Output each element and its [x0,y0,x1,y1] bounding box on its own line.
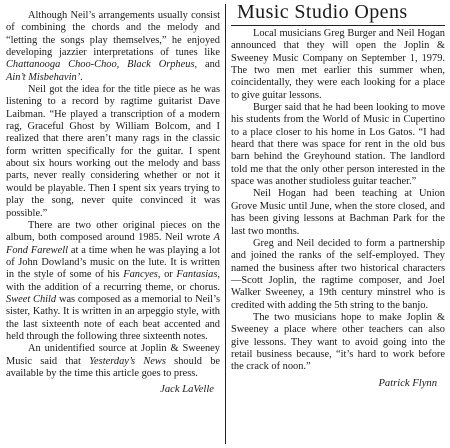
text-run: An unidentified source at Joplin & Sweeney Music said that [6,343,220,367]
right-article [231,0,445,390]
right-paragraph-1: Local musicians Greg Burger and Neil Hogan announced that they will open the Joplin & Sweeney Music Company on September 1, 1979. The two men met earlier this summer when, coincidentally, they were each looking for a place to give guitar lessons. [231,28,445,101]
song-title: A Fond Farewell [6,232,220,256]
column-divider [225,4,226,444]
text-run: . [80,71,83,83]
text-run: , with the addition of a recurring theme, or chorus. [6,269,220,293]
right-paragraph-4: Greg and Neil decided to form a partnership and joined the ranks of the self-employed. They named the business after two historical characters—Scott Joplin, the ragtime composer, and Joel Walker Sweeney, a 19th century minstrel who is credited with adding the 5th string to the banjo. [231,237,445,311]
song-title: Fancyes [123,269,158,281]
text-run: There are two other original pieces on the album, both composed around 1985. Neil wrote [6,219,220,244]
song-title: Ain’t Misbehavin’ [6,71,81,83]
song-title: Fantasias [176,269,218,281]
left-paragraph-2: Neil got the idea for the title piece as he was listening to a record by ragtime guitarist Dave Laibman. “He played a transcription of a modern rag, Graceful Ghost by William Bolcom, and I realized that there aren’t many rags in the classic form written specifically for the guitar. I spent about six hours working out the melody and bass parts, never really considering whether or not it would be playable. Then I spent six years trying to play the song, never quite convinced it was possible.” [6,84,220,219]
left-paragraph-4 [6,343,220,380]
right-paragraph-5: The two musicians hope to make Joplin & Sweeney a place where other teachers can also give lessons. They want to avoid going into the retail business because, “it’s hard to work before the crack of noon.” [231,311,445,373]
text-run: at a time when he was playing a lot of John Dowland’s music on the lute. It is written in the style of some of his [6,244,220,281]
text-run: should be available by the time this article goes to press. [6,355,221,379]
text-run: , or [157,269,177,281]
right-byline: Patrick Flynn [378,377,437,389]
text-run: was composed as a memorial to Neil’s sister, Kathy. It is written in an arpeggio style, with the last sixteenth note of each beat accented and held through the following three sixteenth notes. [6,293,220,342]
article-headline: Music Studio Opens [231,0,445,26]
text-run: Although Neil’s arrangements usually consist of combining the chords and the melody and “letting the songs play themselves,” he enjoyed developing jazzier interpretations of tunes like [6,10,220,59]
song-titles: Chattanooga Choo-Choo, Black Orpheus, [6,59,198,71]
left-byline: Jack LaVelle [160,384,214,396]
right-paragraph-3: Neil Hogan had been teaching at Union Grove Music until June, when the store closed, and has been giving lessons at Bachman Park for the last two months. [231,188,445,237]
right-paragraph-2: Burger said that he had been looking to move his students from the World of Music in Cupertino to a place closer to his home in Los Gatos. “I had heard that there was space for rent in the old bus barn behind the Greyhound station. The landlord told me that the only other person interested in the space was another studioless guitar teacher.” [231,102,445,188]
text-run: and [197,59,220,71]
left-article [6,0,220,397]
song-title: Sweet Child [6,293,57,305]
left-paragraph-1 [6,10,220,84]
left-paragraph-3 [6,220,220,343]
album-title: Yesterday’s News [89,355,166,367]
